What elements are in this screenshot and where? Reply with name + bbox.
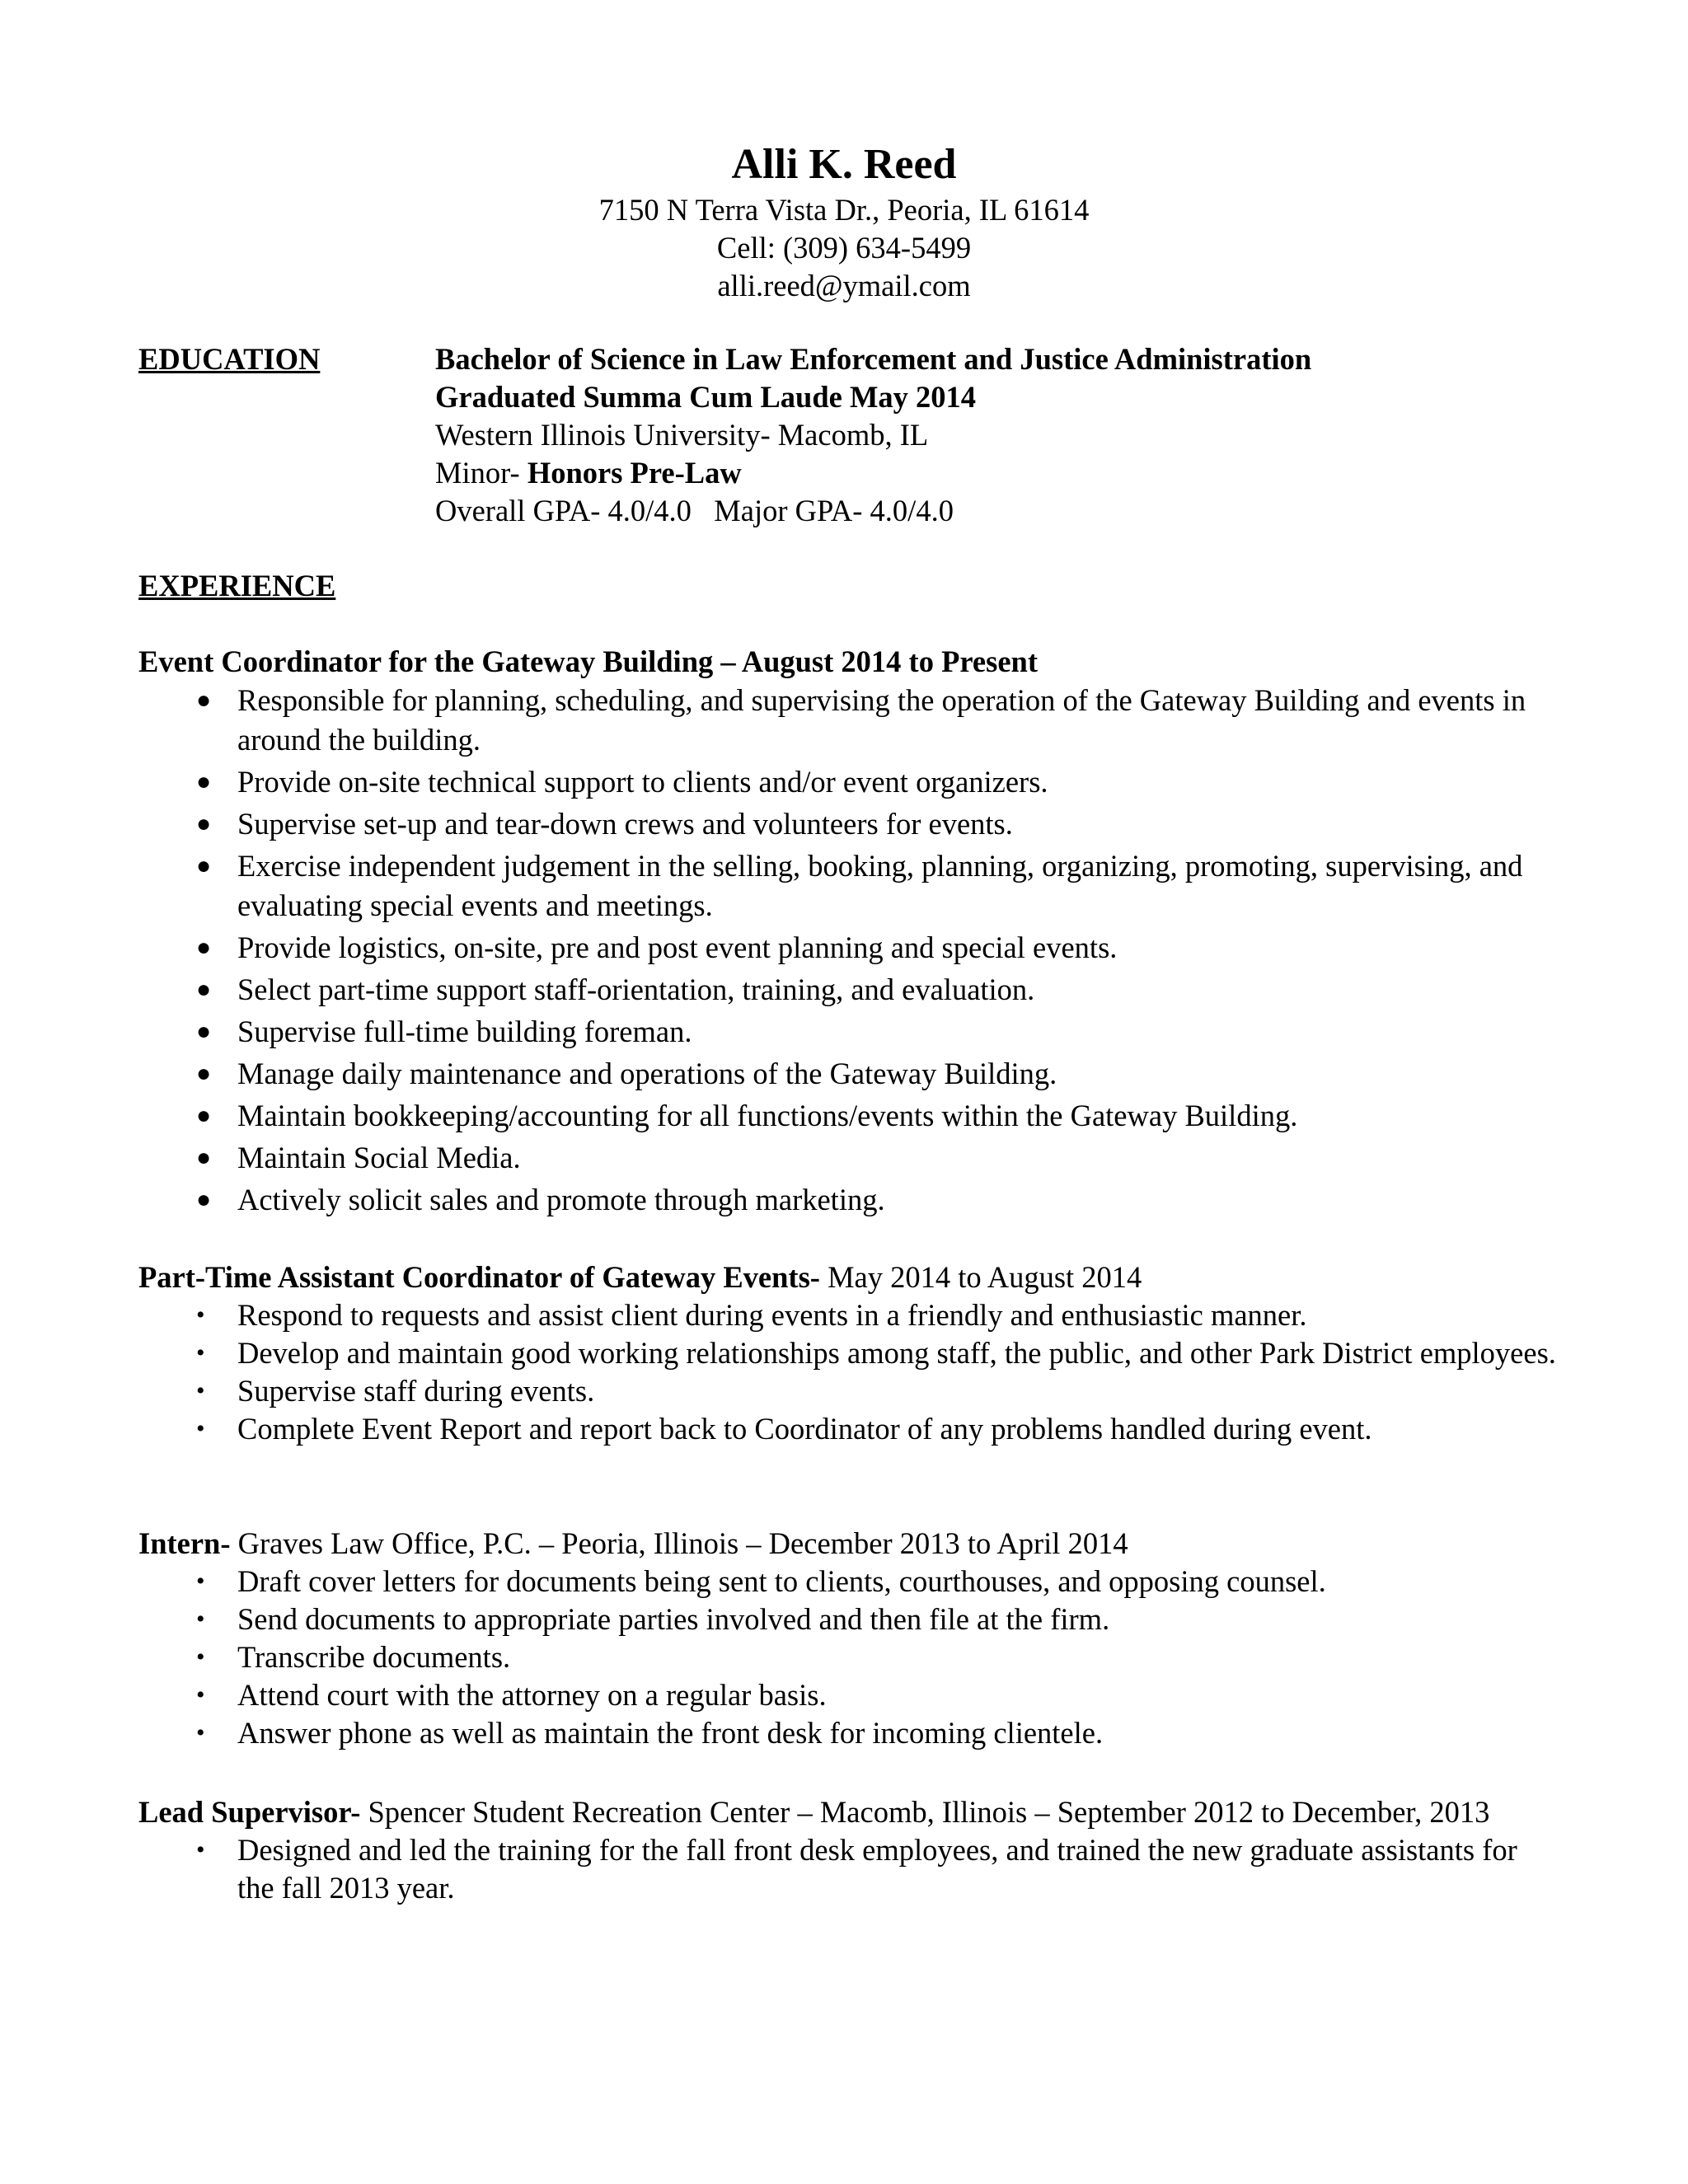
bullet-icon: ● [196, 1060, 212, 1087]
list-item [138, 1831, 1556, 1907]
bullet-icon: • [196, 1339, 205, 1366]
job-title-line [138, 1525, 1556, 1563]
bullet-icon: ● [196, 768, 212, 795]
bullet-icon: • [196, 1605, 205, 1633]
address-line: 7150 N Terra Vista Dr., Peoria, IL 61614 [598, 193, 1090, 227]
list-item-text: Maintain bookkeeping/accounting for all functions/events within the Gateway Building. [237, 1099, 1298, 1132]
list-item-text: Exercise independent judgement in the selling, booking, planning, organizing, promoting, supervising, and evaluating special events and meetings. [237, 849, 1523, 922]
list-item-text: Select part-time support staff-orientation, training, and evaluation. [237, 972, 1035, 1006]
list-item [138, 1012, 1556, 1052]
job-title-line [138, 1793, 1556, 1831]
list-item-text: Send documents to appropriate parties involved and then file at the firm. [237, 1602, 1110, 1636]
list-item-text: Actively solicit sales and promote through marketing. [237, 1183, 885, 1216]
minor-label: Minor- [435, 456, 528, 490]
job-title: Event Coordinator for the Gateway Building – August 2014 to Present [138, 644, 1038, 678]
list-item [138, 1054, 1556, 1094]
honors-line: Graduated Summa Cum Laude May 2014 [435, 380, 977, 414]
school-line: Western Illinois University- Macomb, IL [435, 418, 929, 452]
list-item [138, 1638, 1556, 1676]
job-assistant-coordinator [138, 1258, 1556, 1448]
list-item-text: Supervise full-time building foreman. [237, 1015, 692, 1048]
bullet-icon: ● [196, 1102, 212, 1129]
list-item [138, 1601, 1556, 1638]
bullet-icon: • [196, 1719, 205, 1746]
phone-line: Cell: (309) 634-5499 [716, 231, 972, 265]
degree-line: Bachelor of Science in Law Enforcement and Justice Administration [435, 342, 1312, 376]
bullet-icon: ● [196, 1144, 212, 1171]
list-item-text: Maintain Social Media. [237, 1141, 521, 1174]
bullet-icon: • [196, 1643, 205, 1671]
job-bullet-list [138, 1563, 1556, 1752]
job-title: Lead Supervisor- [138, 1795, 361, 1829]
education-heading: EDUCATION [138, 342, 321, 376]
job-intern [138, 1525, 1556, 1752]
minor-value: Honors Pre-Law [527, 456, 742, 490]
list-item [138, 928, 1556, 968]
job-details: Graves Law Office, P.C. – Peoria, Illinois – December 2013 to April 2014 [230, 1526, 1128, 1560]
list-item [138, 1334, 1556, 1372]
list-item [138, 681, 1556, 760]
list-item-text: Designed and led the training for the fall front desk employees, and trained the new graduate assistants for the fall 2013 year. [237, 1833, 1517, 1905]
bullet-icon: ● [196, 687, 212, 714]
list-item-text: Complete Event Report and report back to Coordinator of any problems handled during event. [237, 1412, 1372, 1446]
list-item [138, 1096, 1556, 1136]
bullet-icon: ● [196, 852, 212, 879]
job-bullet-list [138, 1831, 1556, 1907]
bullet-icon: ● [196, 1018, 212, 1045]
bullet-icon: • [196, 1377, 205, 1404]
list-item [138, 1563, 1556, 1601]
resume-header [0, 138, 1688, 305]
bullet-icon: ● [196, 934, 212, 961]
bullet-icon: • [196, 1415, 205, 1442]
education-details [435, 340, 1311, 530]
bullet-icon: • [196, 1568, 205, 1595]
gpa-line: Overall GPA- 4.0/4.0 Major GPA- 4.0/4.0 [435, 494, 954, 527]
job-title: Intern- [138, 1526, 231, 1560]
job-title: Part-Time Assistant Coordinator of Gateway Events- [138, 1260, 820, 1294]
list-item [138, 1138, 1556, 1178]
list-item-text: Respond to requests and assist client during events in a friendly and enthusiastic manner. [237, 1298, 1307, 1332]
list-item-text: Provide logistics, on-site, pre and post event planning and special events. [237, 930, 1118, 964]
list-item-text: Provide on-site technical support to clients and/or event organizers. [237, 765, 1048, 799]
list-item [138, 804, 1556, 844]
email-line: alli.reed@ymail.com [717, 269, 971, 302]
list-item [138, 1296, 1556, 1334]
candidate-name: Alli K. Reed [731, 141, 957, 188]
job-bullet-list [138, 1296, 1556, 1448]
job-details: Spencer Student Recreation Center – Macomb, Illinois – September 2012 to December, 2013 [360, 1795, 1490, 1829]
bullet-icon: • [196, 1836, 205, 1863]
job-lead-supervisor [138, 1793, 1556, 1907]
list-item-text: Transcribe documents. [237, 1640, 511, 1674]
bullet-icon: ● [196, 976, 212, 1003]
list-item-text: Attend court with the attorney on a regular basis. [237, 1678, 827, 1712]
list-item-text: Draft cover letters for documents being sent to clients, courthouses, and opposing counsel. [237, 1564, 1326, 1598]
list-item [138, 1180, 1556, 1220]
list-item-text: Responsible for planning, scheduling, and supervising the operation of the Gateway Building and events in around the building. [237, 683, 1526, 757]
list-item [138, 762, 1556, 802]
job-event-coordinator [138, 643, 1556, 1222]
job-title-line [138, 1258, 1556, 1296]
job-title-line [138, 643, 1556, 681]
list-item-text: Supervise staff during events. [237, 1374, 595, 1408]
experience-heading: EXPERIENCE [138, 569, 336, 602]
list-item-text: Answer phone as well as maintain the front desk for incoming clientele. [237, 1716, 1104, 1750]
job-bullet-list [138, 681, 1556, 1220]
list-item [138, 1676, 1556, 1714]
list-item [138, 1372, 1556, 1410]
list-item-text: Develop and maintain good working relationships among staff, the public, and other Park District employees. [237, 1336, 1556, 1370]
list-item [138, 846, 1556, 926]
bullet-icon: • [196, 1301, 205, 1329]
list-item [138, 970, 1556, 1010]
list-item [138, 1714, 1556, 1752]
bullet-icon: • [196, 1681, 205, 1708]
bullet-icon: ● [196, 810, 212, 837]
list-item-text: Supervise set-up and tear-down crews and volunteers for events. [237, 807, 1013, 841]
list-item [138, 1410, 1556, 1448]
minor-line [435, 454, 1311, 492]
job-details: May 2014 to August 2014 [819, 1260, 1142, 1294]
list-item-text: Manage daily maintenance and operations of the Gateway Building. [237, 1057, 1057, 1090]
bullet-icon: ● [196, 1186, 212, 1213]
